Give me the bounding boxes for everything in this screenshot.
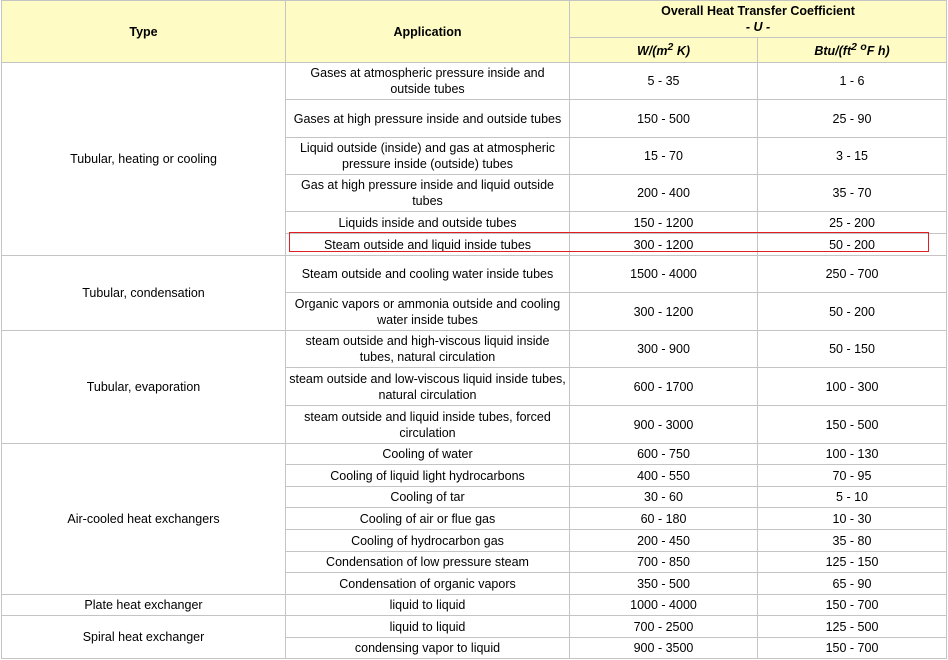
- type-cell: Air-cooled heat exchangers: [2, 444, 286, 595]
- table-row: [2, 616, 947, 638]
- imperial-value-cell: 50 - 200: [758, 234, 947, 256]
- si-value-cell: 30 - 60: [570, 487, 758, 508]
- application-cell: steam outside and high-viscous liquid inside tubes, natural circulation: [286, 331, 570, 368]
- si-value-cell: 200 - 400: [570, 175, 758, 212]
- si-value-cell: 150 - 500: [570, 100, 758, 138]
- imperial-value-cell: 100 - 130: [758, 444, 947, 465]
- imperial-value-cell: 3 - 15: [758, 138, 947, 175]
- si-value-cell: 600 - 1700: [570, 368, 758, 406]
- table-row: [2, 256, 947, 293]
- header-coefficient-symbol: - U -: [745, 20, 771, 34]
- application-cell: Steam outside and liquid inside tubes: [286, 234, 570, 256]
- type-cell: Tubular, evaporation: [2, 331, 286, 444]
- table-header: [2, 1, 947, 63]
- si-value-cell: 900 - 3500: [570, 638, 758, 659]
- imperial-value-cell: 5 - 10: [758, 487, 947, 508]
- imperial-value-cell: 10 - 30: [758, 508, 947, 530]
- header-coefficient-title: Overall Heat Transfer Coefficient: [661, 4, 855, 18]
- table-row: [2, 595, 947, 616]
- application-cell: Gases at high pressure inside and outside tubes: [286, 100, 570, 138]
- application-cell: Liquid outside (inside) and gas at atmospheric pressure inside (outside) tubes: [286, 138, 570, 175]
- si-value-cell: 300 - 1200: [570, 234, 758, 256]
- imperial-value-cell: 35 - 80: [758, 530, 947, 552]
- type-cell: Plate heat exchanger: [2, 595, 286, 616]
- imperial-value-cell: 125 - 150: [758, 552, 947, 573]
- imperial-value-cell: 70 - 95: [758, 465, 947, 487]
- si-value-cell: 600 - 750: [570, 444, 758, 465]
- header-imperial-unit: Btu/($ft^2$ $^o$F h): [758, 38, 947, 63]
- si-value-cell: 700 - 850: [570, 552, 758, 573]
- application-cell: Condensation of organic vapors: [286, 573, 570, 595]
- imperial-value-cell: 150 - 700: [758, 595, 947, 616]
- si-value-cell: 350 - 500: [570, 573, 758, 595]
- si-value-cell: 1500 - 4000: [570, 256, 758, 293]
- imperial-value-cell: 25 - 90: [758, 100, 947, 138]
- application-cell: steam outside and liquid inside tubes, forced circulation: [286, 406, 570, 444]
- imperial-value-cell: 35 - 70: [758, 175, 947, 212]
- si-value-cell: 5 - 35: [570, 63, 758, 100]
- type-cell: Tubular, heating or cooling: [2, 63, 286, 256]
- type-cell: Tubular, condensation: [2, 256, 286, 331]
- type-cell: Spiral heat exchanger: [2, 616, 286, 659]
- application-cell: Cooling of tar: [286, 487, 570, 508]
- imperial-value-cell: 25 - 200: [758, 212, 947, 234]
- application-cell: liquid to liquid: [286, 595, 570, 616]
- application-cell: Gases at atmospheric pressure inside and outside tubes: [286, 63, 570, 100]
- si-value-cell: 700 - 2500: [570, 616, 758, 638]
- application-cell: Liquids inside and outside tubes: [286, 212, 570, 234]
- si-value-cell: 300 - 1200: [570, 293, 758, 331]
- table-row: [2, 63, 947, 100]
- table-body: [2, 63, 947, 659]
- si-value-cell: 900 - 3000: [570, 406, 758, 444]
- application-cell: Cooling of liquid light hydrocarbons: [286, 465, 570, 487]
- application-cell: Steam outside and cooling water inside tubes: [286, 256, 570, 293]
- header-coefficient: [570, 1, 947, 38]
- application-cell: steam outside and low-viscous liquid inside tubes, natural circulation: [286, 368, 570, 406]
- imperial-value-cell: 250 - 700: [758, 256, 947, 293]
- si-value-cell: 1000 - 4000: [570, 595, 758, 616]
- si-value-cell: 300 - 900: [570, 331, 758, 368]
- application-cell: Condensation of low pressure steam: [286, 552, 570, 573]
- table-row: [2, 444, 947, 465]
- si-value-cell: 200 - 450: [570, 530, 758, 552]
- imperial-value-cell: 100 - 300: [758, 368, 947, 406]
- si-value-cell: 400 - 550: [570, 465, 758, 487]
- imperial-value-cell: 150 - 500: [758, 406, 947, 444]
- application-cell: liquid to liquid: [286, 616, 570, 638]
- header-type: Type: [2, 1, 286, 63]
- header-si-unit: $W/(m^2$ K): [570, 38, 758, 63]
- application-cell: condensing vapor to liquid: [286, 638, 570, 659]
- si-value-cell: 15 - 70: [570, 138, 758, 175]
- heat-transfer-table: [1, 0, 947, 659]
- si-value-cell: 150 - 1200: [570, 212, 758, 234]
- imperial-value-cell: 65 - 90: [758, 573, 947, 595]
- application-cell: Organic vapors or ammonia outside and cooling water inside tubes: [286, 293, 570, 331]
- header-application: Application: [286, 1, 570, 63]
- application-cell: Gas at high pressure inside and liquid outside tubes: [286, 175, 570, 212]
- si-value-cell: 60 - 180: [570, 508, 758, 530]
- table-row: [2, 331, 947, 368]
- imperial-value-cell: 1 - 6: [758, 63, 947, 100]
- imperial-value-cell: 150 - 700: [758, 638, 947, 659]
- imperial-value-cell: 50 - 150: [758, 331, 947, 368]
- imperial-value-cell: 125 - 500: [758, 616, 947, 638]
- application-cell: Cooling of water: [286, 444, 570, 465]
- application-cell: Cooling of hydrocarbon gas: [286, 530, 570, 552]
- application-cell: Cooling of air or flue gas: [286, 508, 570, 530]
- imperial-value-cell: 50 - 200: [758, 293, 947, 331]
